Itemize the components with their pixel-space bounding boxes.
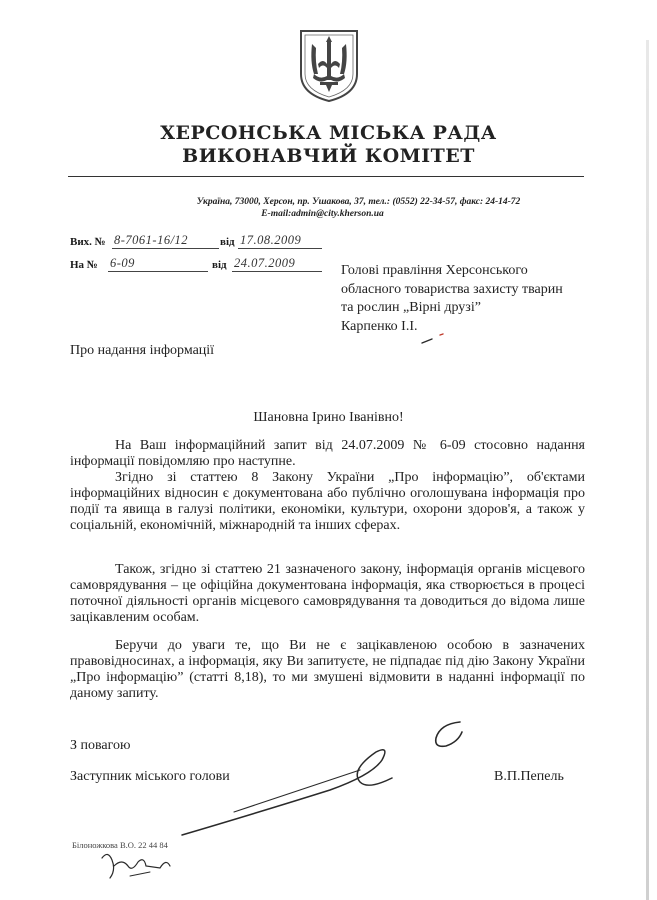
executor-note: Білоножкова В.О. 22 44 84 — [72, 840, 168, 850]
signer-title: Заступник міського голови — [70, 769, 230, 784]
recipient-name: Карпенко І.І. — [341, 318, 418, 334]
signer-name: В.П.Пепель — [494, 769, 564, 784]
body-paragraph: Також, згідно зі статтею 21 зазначеного закону, інформація органів місцевого самоврядування – це офіційна документована інформація, яка створюється в процесі поточної діяльності органів місцевого самоврядування та доводиться до відома лише зацікавленим особам. — [70, 562, 585, 625]
body-paragraph: Згідно зі статтею 8 Закону України „Про інформацію”, об'єктами інформаційних відносин є документована або публічно оголошувана інформація про події та явища в галузі політики, економіки, культури, охорони здоров'я, а також у соціальній, економічній, міжнародній та інших сферах. — [70, 470, 585, 533]
trident-emblem-icon — [298, 28, 360, 104]
salutation: Шановна Ірино Іванівно! — [253, 410, 404, 425]
org-subname: ВИКОНАВЧИЙ КОМІТЕТ — [182, 145, 475, 167]
subject: Про надання інформації — [70, 343, 215, 358]
recipient-line: Голові правління Херсонського — [341, 263, 528, 278]
org-name: ХЕРСОНСЬКА МІСЬКА РАДА — [160, 122, 497, 144]
outgoing-from-label: від — [220, 236, 235, 248]
outgoing-number: 8-7061-16/12 — [112, 234, 219, 249]
org-address: Україна, 73000, Херсон, пр. Ушакова, 37, тел.: (0552) 22-34-57, факс: 24-14-72 — [196, 197, 521, 207]
recipient-line: та рослин „Вірні друзі” — [341, 300, 481, 315]
scan-edge — [646, 40, 649, 900]
body-paragraph: На Ваш інформаційний запит від 24.07.2009 № 6-09 стосовно надання інформації повідомляю про наступне. — [70, 438, 585, 469]
body-paragraph: Беручи до уваги те, що Ви не є зацікавленою особою в зазначених правовідносинах, а інформація, яку Ви запитуєте, не підпадає під дію Закону України „Про інформацію” (статті 8,18), то ми змушені відмовити в наданні інформації по даному запиту. — [70, 638, 585, 701]
org-email: E-mail:admin@city.kherson.ua — [261, 209, 384, 219]
incoming-label: На № — [70, 259, 98, 271]
recipient-line: обласного товариства захисту тварин — [341, 281, 563, 297]
incoming-from-label: від — [212, 259, 227, 271]
outgoing-label: Вих. № — [70, 236, 106, 248]
closing-regards: З повагою — [70, 738, 131, 753]
outgoing-date: 17.08.2009 — [238, 234, 322, 249]
recipient-block — [341, 262, 563, 336]
incoming-date: 24.07.2009 — [232, 257, 322, 272]
incoming-number: 6-09 — [108, 257, 208, 272]
header-divider — [68, 176, 584, 177]
